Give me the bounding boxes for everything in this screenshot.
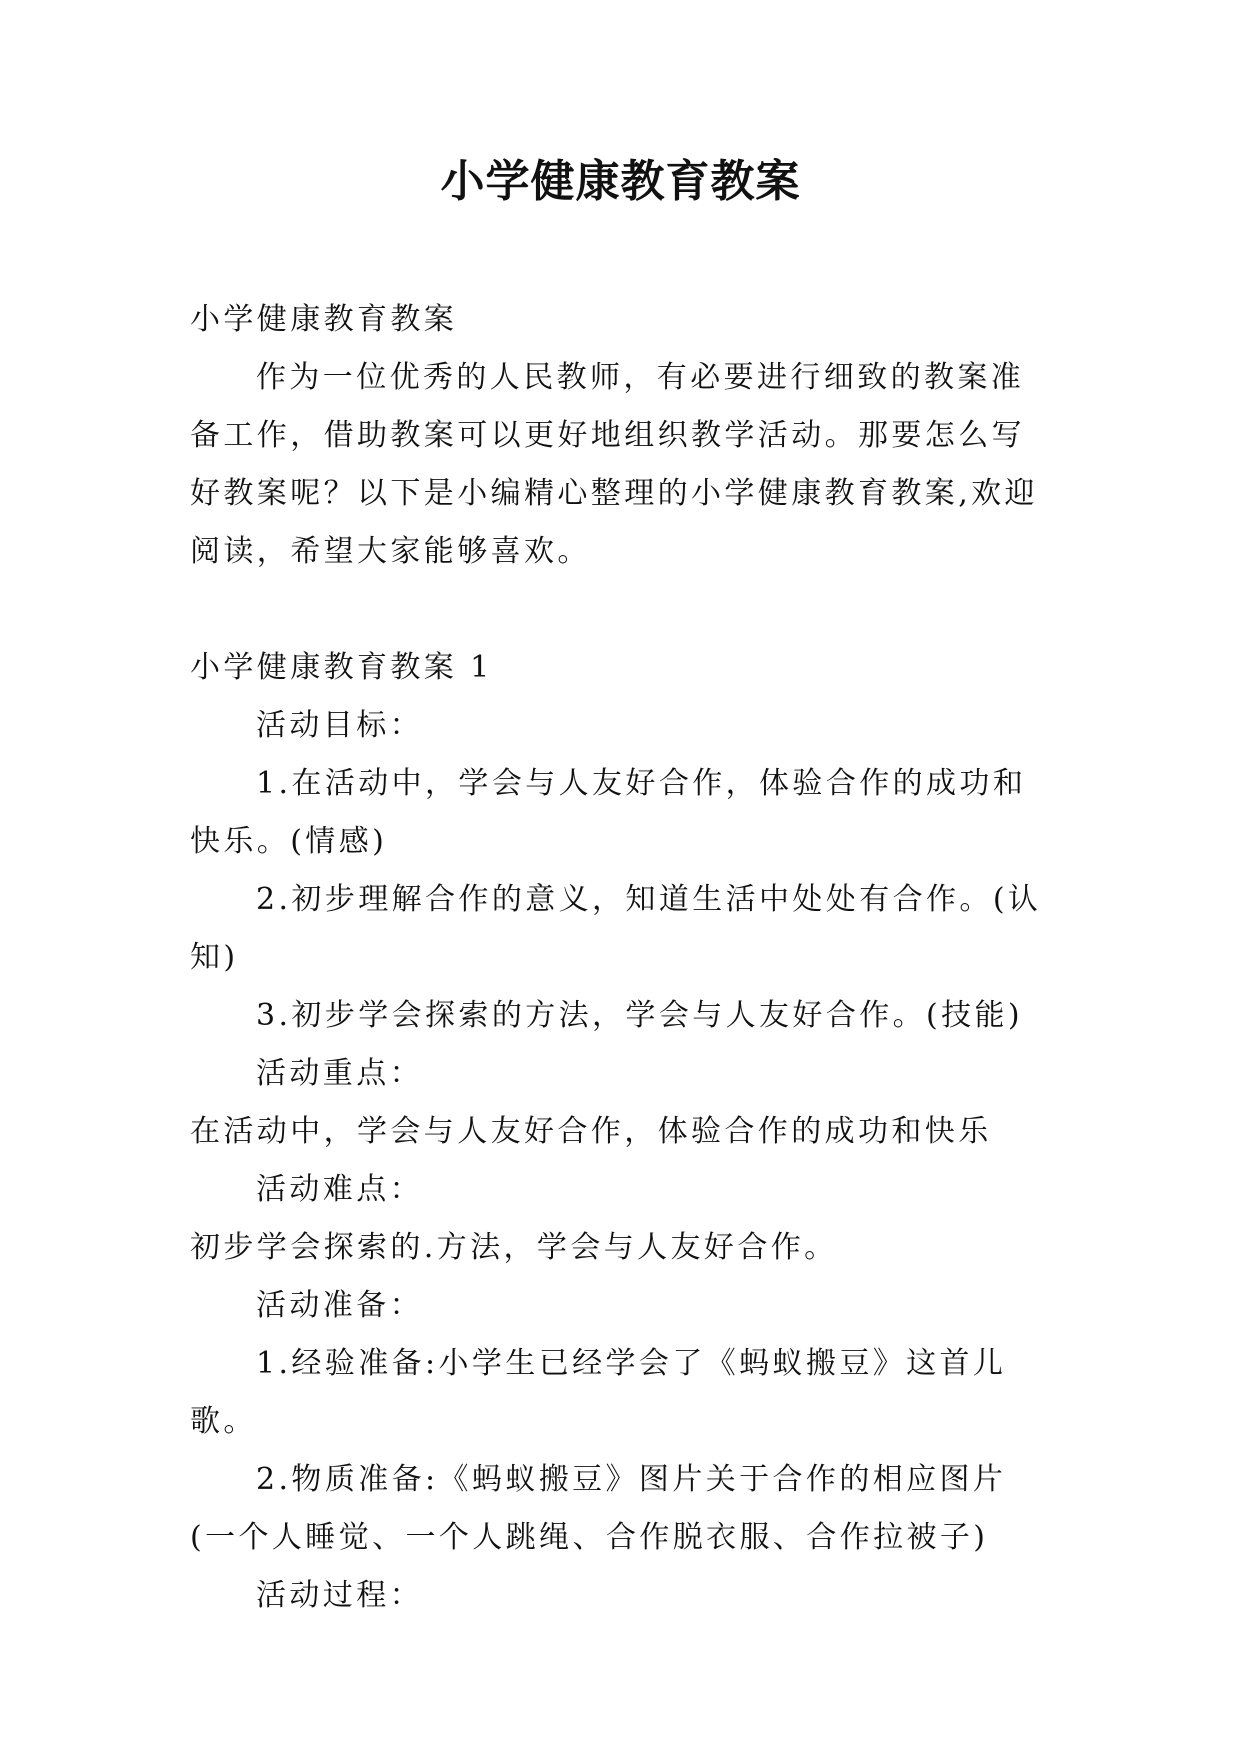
intro-paragraph: 作为一位优秀的人民教师，有必要进行细致的教案准备工作，借助教案可以更好地组织教学活动。那要怎么写好教案呢？以下是小编精心整理的小学健康教育教案,欢迎阅读，希望大家能够喜欢。 xyxy=(190,360,1038,569)
prep-item-1: 1.经验准备:小学生已经学会了《蚂蚁搬豆》这首儿歌。 xyxy=(190,1346,1007,1439)
document-title: 小学健康教育教案 xyxy=(440,156,801,207)
process-heading: 活动过程： xyxy=(256,1578,423,1613)
focus-text: 在活动中，学会与人友好合作，体验合作的成功和快乐 xyxy=(190,1114,992,1149)
goal-item-2: 2.初步理解合作的意义，知道生活中处处有合作。(认知) xyxy=(190,882,1042,975)
document-body xyxy=(190,291,1050,1625)
difficulty-heading: 活动难点： xyxy=(256,1172,423,1207)
difficulty-text: 初步学会探索的.方法，学会与人友好合作。 xyxy=(190,1230,838,1265)
section-spacer xyxy=(190,581,1050,639)
goal-item-3: 3.初步学会探索的方法，学会与人友好合作。(技能) xyxy=(256,998,1024,1033)
lesson-heading: 小学健康教育教案 1 xyxy=(190,650,493,685)
goals-heading: 活动目标： xyxy=(256,708,423,743)
prep-item-2: 2.物质准备:《蚂蚁搬豆》图片关于合作的相应图片(一个人睡觉、一个人跳绳、合作脱衣服、合作拉被子) xyxy=(190,1462,1007,1555)
focus-heading: 活动重点： xyxy=(256,1056,423,1091)
goal-item-1: 1.在活动中，学会与人友好合作，体验合作的成功和快乐。(情感) xyxy=(190,766,1027,859)
intro-heading: 小学健康教育教案 xyxy=(190,302,458,337)
prep-heading: 活动准备： xyxy=(256,1288,423,1323)
